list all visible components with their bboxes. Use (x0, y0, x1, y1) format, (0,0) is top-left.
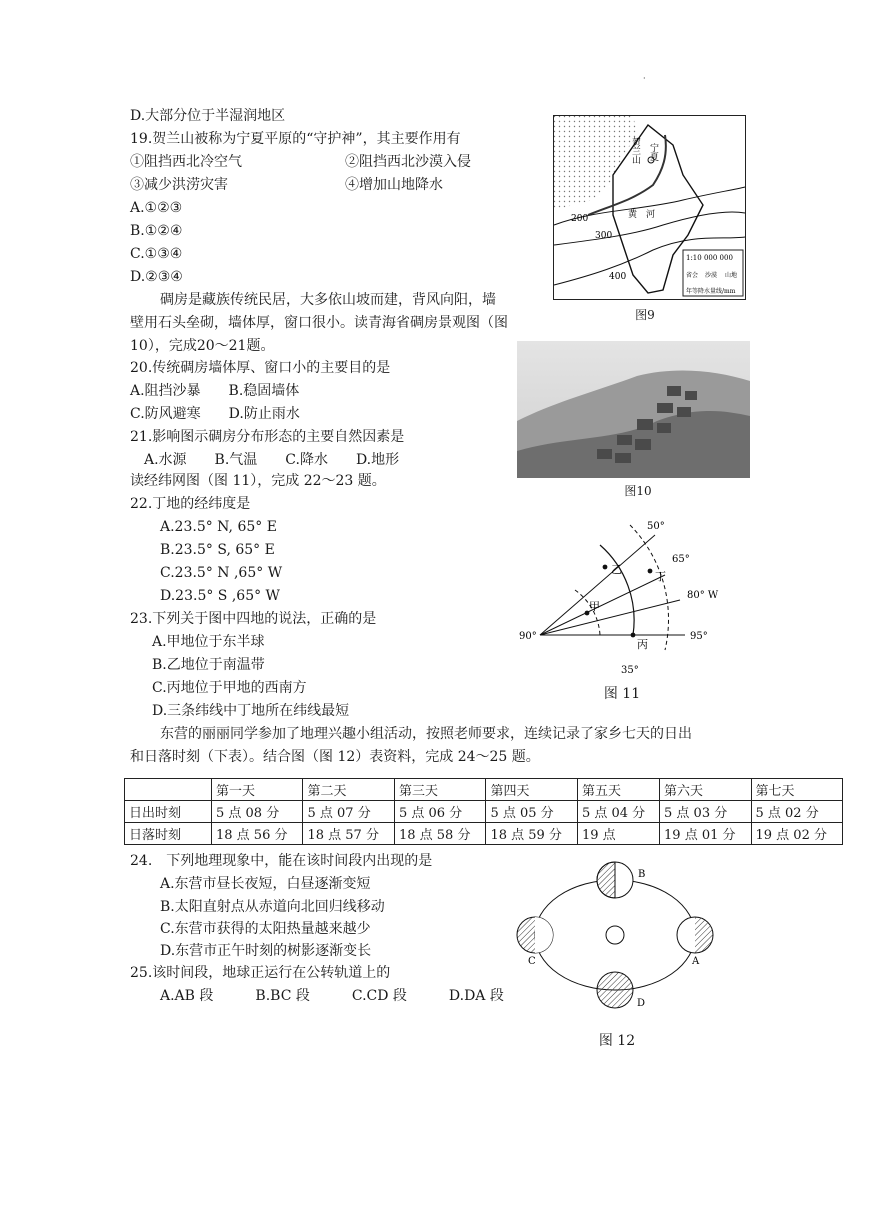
figure-11-caption: 图 11 (603, 686, 641, 702)
q24-option-c: C.东营市获得的太阳热量越来越少 (160, 921, 371, 937)
label-a: A (692, 956, 700, 967)
table-cell: 18 点 57 分 (303, 823, 394, 845)
q22-option-b: B.23.5° S, 65° E (160, 542, 275, 558)
q23-option-d: D.三条纬线中丁地所在纬线最短 (152, 703, 350, 719)
question-23: 23.下列关于图中四地的说法，正确的是 (130, 611, 377, 627)
table-cell: 18 点 56 分 (212, 823, 303, 845)
label-200: 200 (571, 214, 589, 224)
meridian-line (540, 575, 665, 635)
legend-desert: 沙漠 (705, 272, 718, 279)
label-ningxia: 宁夏 (648, 143, 658, 161)
earth-position-d (597, 972, 633, 1008)
question-24: 24. 下列地理现象中，能在该时间段内出现的是 (130, 853, 433, 869)
label-yellow-river: 黄 河 (628, 210, 656, 220)
label-lat35: 35° (621, 665, 639, 676)
q25-options: A.AB 段 B.BC 段 C.CD 段 D.DA 段 (160, 988, 504, 1004)
q19-option-b: B.①②④ (130, 223, 183, 239)
table-cell: 5 点 06 分 (394, 801, 485, 823)
table-cell: 5 点 04 分 (577, 801, 659, 823)
figure-12-orbit (510, 860, 720, 1010)
passage-diaofang-3: 10），完成20～21题。 (130, 338, 275, 354)
table-cell: 5 点 02 分 (751, 801, 843, 823)
passage-diaofang-1: 碉房是藏族传统民居，大多依山坡而建，背风向阳，墙 (160, 292, 496, 308)
q19-item-2: ②阻挡西北沙漠入侵 (345, 154, 471, 170)
q19-item-3: ③减少洪涝灾害 (130, 177, 228, 193)
label-lat50: 50° (647, 521, 665, 532)
table-cell: 5 点 05 分 (486, 801, 577, 823)
q21-options: A.水源 B.气温 C.降水 D.地形 (144, 452, 400, 468)
question-25: 25.该时间段，地球正运行在公转轨道上的 (130, 965, 391, 981)
question-19: 19.贺兰山被称为宁夏平原的“守护神”，其主要作用有 (130, 131, 461, 147)
label-ding: 丁 (655, 570, 666, 583)
earth-position-a (677, 917, 713, 953)
q22-option-a: A.23.5° N, 65° E (160, 519, 277, 535)
table-row (125, 801, 843, 823)
table-header-cell (125, 779, 212, 801)
figure-10-caption: 图10 (624, 484, 652, 498)
label-yi: 乙 (611, 563, 622, 576)
meridian-line (540, 600, 680, 635)
label-jia: 甲 (589, 600, 600, 613)
q19-item-4: ④增加山地降水 (345, 177, 443, 193)
table-header-cell: 第一天 (212, 779, 303, 801)
point-bing (631, 633, 636, 638)
q19-option-d: D.②③④ (130, 269, 183, 285)
label-lon80w: 80° W (687, 590, 719, 601)
question-22: 22.丁地的经纬度是 (130, 496, 251, 512)
table-cell: 5 点 08 分 (212, 801, 303, 823)
table-header-row (125, 779, 843, 801)
q22-option-c: C.23.5° N ,65° W (160, 565, 283, 581)
figure-10-photo (517, 341, 750, 478)
label-lat65: 65° (672, 554, 690, 565)
table-header-cell: 第三天 (394, 779, 485, 801)
figure-9-map (553, 115, 746, 300)
passage-dongying-2: 和日落时刻（下表）。结合图（图 12）表资料，完成 24～25 题。 (130, 749, 540, 765)
figure-11-grid (515, 515, 725, 680)
earth-position-b (597, 862, 633, 898)
point-yi (603, 565, 608, 570)
table-cell: 18 点 59 分 (486, 823, 577, 845)
table-header-cell: 第五天 (577, 779, 659, 801)
question-21: 21.影响图示碉房分布形态的主要自然因素是 (130, 429, 405, 445)
q20-options-ab: A.阻挡沙暴 B.稳固墙体 (130, 383, 300, 399)
q24-option-a: A.东营市昼长夜短，白昼逐渐变短 (160, 876, 371, 892)
label-helan: 贺兰山 (630, 137, 640, 164)
table-header-cell: 第六天 (660, 779, 751, 801)
q20-options-cd: C.防风避寒 D.防止雨水 (130, 406, 300, 422)
page-dot: · (643, 74, 646, 83)
table-header-cell: 第七天 (751, 779, 843, 801)
question-20: 20.传统碉房墙体厚、窗口小的主要目的是 (130, 360, 391, 376)
q19-option-c: C.①③④ (130, 246, 183, 262)
earth-position-c (517, 917, 553, 953)
table-row (125, 823, 843, 845)
label-300: 300 (595, 231, 613, 241)
label-b: B (638, 869, 646, 880)
figure-12-caption: 图 12 (598, 1033, 636, 1049)
table-cell: 18 点 58 分 (394, 823, 485, 845)
label-400: 400 (609, 272, 627, 282)
table-cell: 19 点 01 分 (660, 823, 751, 845)
label-lon90: 90° (519, 631, 537, 642)
label-lon95: 95° (690, 631, 708, 642)
q19-item-1: ①阻挡西北冷空气 (130, 154, 242, 170)
q24-option-d: D.东营市正午时刻的树影逐渐变长 (160, 943, 372, 959)
label-d: D (637, 998, 646, 1009)
sun-icon (606, 926, 624, 944)
table-cell: 日落时刻 (125, 823, 212, 845)
table-cell: 19 点 02 分 (751, 823, 843, 845)
q23-option-a: A.甲地位于东半球 (152, 634, 265, 650)
q24-option-b: B.太阳直射点从赤道向北回归线移动 (160, 899, 385, 915)
read-fig11: 读经纬网图（图 11），完成 22～23 题。 (130, 473, 386, 489)
table-cell: 5 点 03 分 (660, 801, 751, 823)
legend-scale: 1:10 000 000 (686, 254, 733, 262)
table-header-cell: 第二天 (303, 779, 394, 801)
legend-isoline: 年等降水量线/mm (686, 288, 736, 295)
table-cell: 日出时刻 (125, 801, 212, 823)
table-cell: 5 点 07 分 (303, 801, 394, 823)
q22-option-d: D.23.5° S ,65° W (160, 588, 280, 604)
figure-9-caption: 图9 (635, 308, 655, 322)
passage-diaofang-2: 壁用石头垒砌，墙体厚，窗口很小。读青海省碉房景观图（图 (130, 315, 508, 331)
label-c: C (528, 956, 536, 967)
table-header-cell: 第四天 (486, 779, 577, 801)
option-d-line: D.大部分位于半湿润地区 (130, 108, 286, 124)
sunrise-sunset-table (124, 778, 843, 845)
q19-option-a: A.①②③ (130, 200, 183, 216)
q23-option-b: B.乙地位于南温带 (152, 657, 265, 673)
table-cell: 19 点 (577, 823, 659, 845)
point-ding (648, 569, 653, 574)
q23-option-c: C.丙地位于甲地的西南方 (152, 680, 307, 696)
legend-capital: 省会 (686, 272, 699, 279)
label-bing: 丙 (637, 638, 648, 651)
latitude-arc (600, 545, 634, 635)
passage-dongying-1: 东营的丽丽同学参加了地理兴趣小组活动，按照老师要求，连续记录了家乡七天的日出 (160, 726, 692, 742)
latitude-arc (630, 525, 669, 650)
legend-mountain: 山地 (725, 272, 738, 279)
